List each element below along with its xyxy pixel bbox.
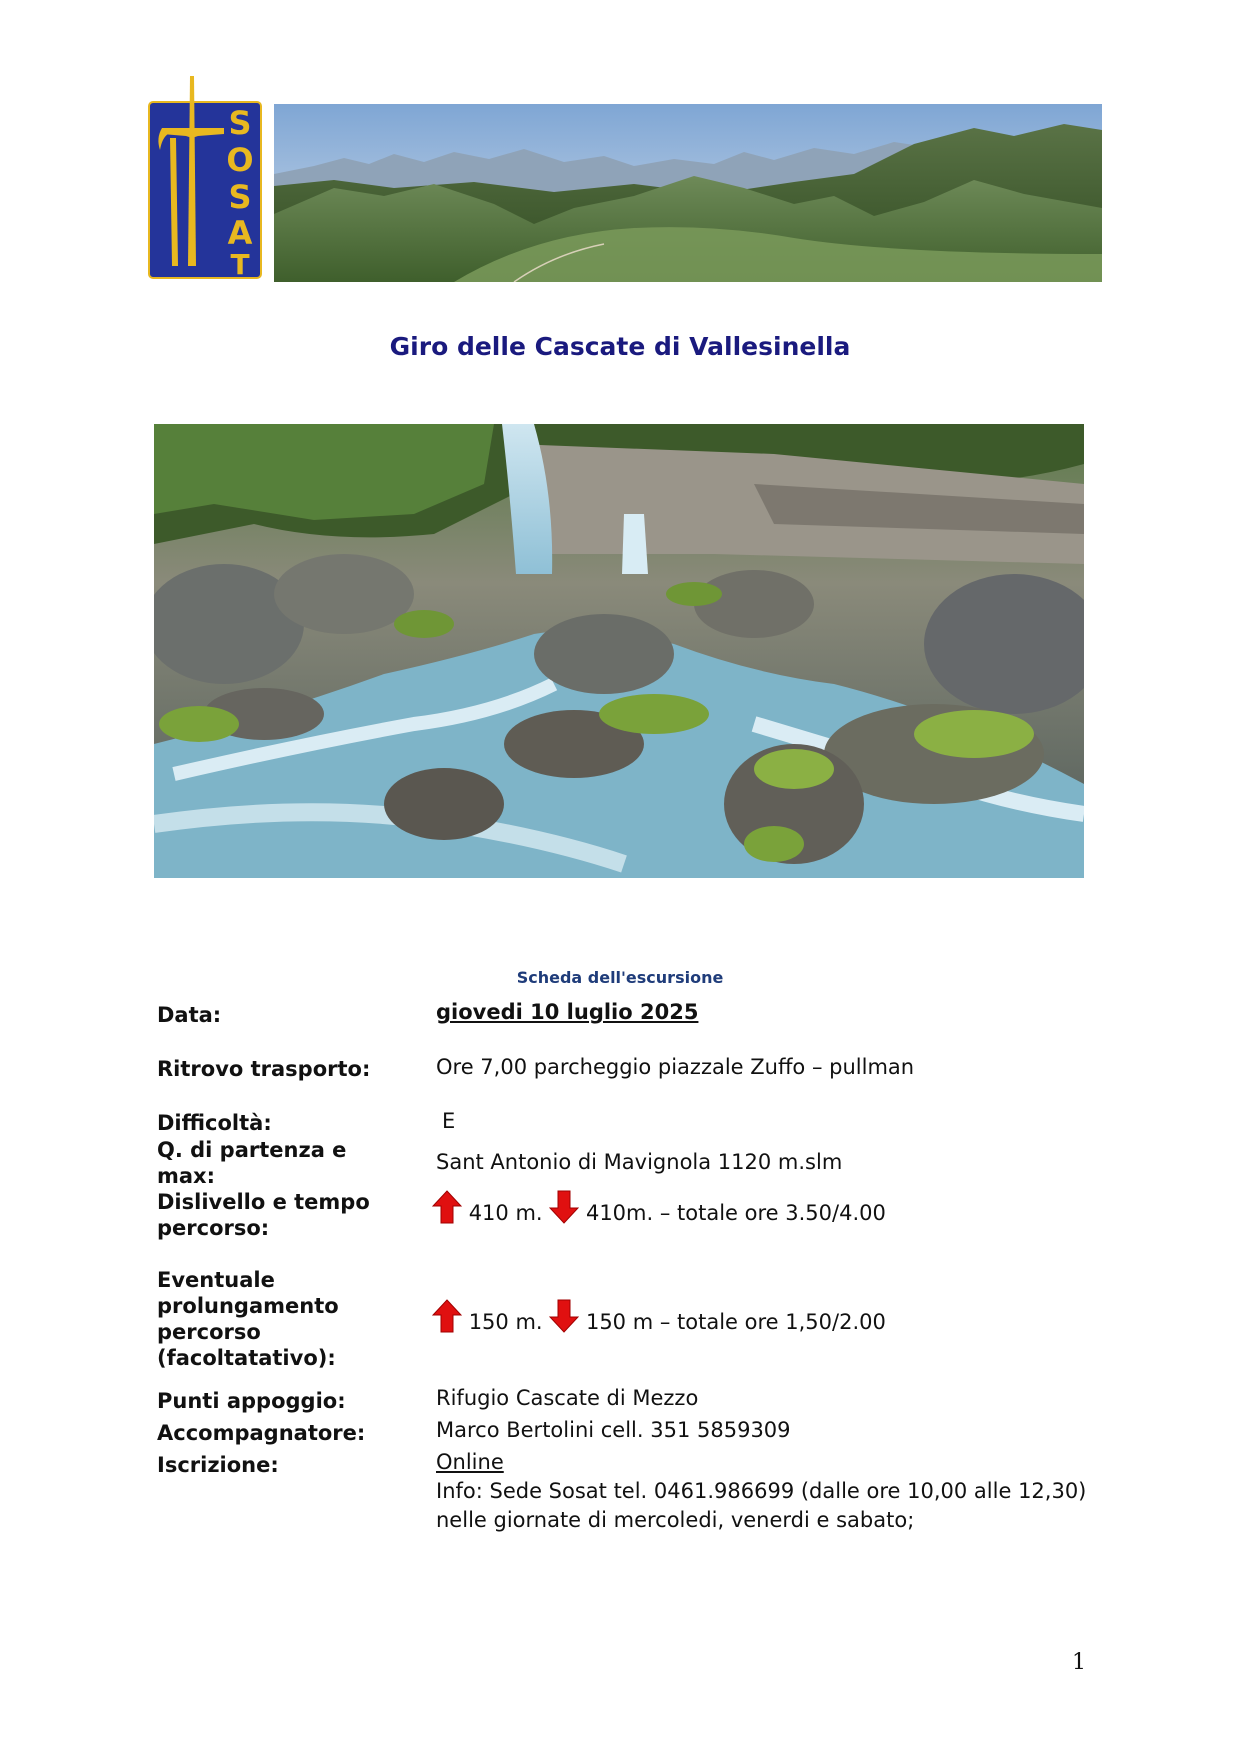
online-link[interactable]: Online bbox=[436, 1450, 504, 1474]
label-punti: Punti appoggio: bbox=[157, 1389, 346, 1413]
label-dislivello-line2: percorso: bbox=[157, 1216, 270, 1240]
value-data: giovedi 10 luglio 2025 bbox=[436, 1000, 699, 1024]
value-ritrovo: Ore 7,00 parcheggio piazzale Zuffo – pullman bbox=[436, 1055, 915, 1079]
label-prolungamento bbox=[157, 1267, 339, 1371]
label-quota-line1: Q. di partenza e bbox=[157, 1138, 347, 1162]
label-prolungamento-line1: Eventuale bbox=[157, 1268, 275, 1292]
iscrizione-info-line2: nelle giornate di mercoledi, venerdi e sabato; bbox=[436, 1508, 915, 1532]
value-quota: Sant Antonio di Mavignola 1120 m.slm bbox=[436, 1150, 843, 1174]
label-quota bbox=[157, 1137, 346, 1189]
label-accompagnatore: Accompagnatore: bbox=[157, 1421, 366, 1445]
label-ritrovo: Ritrovo trasporto: bbox=[157, 1057, 371, 1081]
mountain-banner-image bbox=[274, 104, 1102, 282]
label-prolungamento-line2: prolungamento bbox=[157, 1294, 339, 1318]
value-accompagnatore: Marco Bertolini cell. 351 5859309 bbox=[436, 1418, 791, 1442]
label-prolungamento-line3: percorso bbox=[157, 1320, 261, 1344]
svg-text:S: S bbox=[228, 104, 252, 142]
prolungamento-up-value: 150 m. bbox=[468, 1310, 543, 1334]
arrow-down-icon bbox=[549, 1190, 579, 1224]
svg-text:T: T bbox=[230, 248, 250, 280]
arrow-up-icon bbox=[432, 1299, 462, 1333]
svg-text:O: O bbox=[226, 141, 254, 179]
label-iscrizione: Iscrizione: bbox=[157, 1453, 279, 1477]
label-dislivello bbox=[157, 1189, 370, 1241]
page-title: Giro delle Cascate di Vallesinella bbox=[389, 332, 851, 361]
sosat-logo bbox=[148, 76, 263, 280]
waterfall-photo bbox=[154, 424, 1084, 878]
label-quota-line2: max: bbox=[157, 1164, 215, 1188]
label-dislivello-line1: Dislivello e tempo bbox=[157, 1190, 370, 1214]
iscrizione-info-line1: Info: Sede Sosat tel. 0461.986699 (dalle ore 10,00 alle 12,30) bbox=[436, 1479, 1087, 1503]
svg-text:A: A bbox=[227, 214, 253, 252]
value-punti: Rifugio Cascate di Mezzo bbox=[436, 1386, 699, 1410]
value-iscrizione bbox=[436, 1448, 1086, 1535]
page-number: 1 bbox=[1072, 1650, 1086, 1675]
value-prolungamento bbox=[432, 1299, 886, 1337]
dislivello-up-value: 410 m. bbox=[468, 1201, 543, 1225]
label-data: Data: bbox=[157, 1003, 222, 1027]
value-difficolta: E bbox=[442, 1109, 456, 1133]
prolungamento-down-value: 150 m – totale ore 1,50/2.00 bbox=[585, 1310, 886, 1334]
dislivello-down-value: 410m. – totale ore 3.50/4.00 bbox=[585, 1201, 886, 1225]
label-prolungamento-line4: (facoltatativo): bbox=[157, 1346, 336, 1370]
arrow-up-icon bbox=[432, 1190, 462, 1224]
svg-text:S: S bbox=[228, 178, 252, 216]
arrow-down-icon bbox=[549, 1299, 579, 1333]
label-difficolta: Difficoltà: bbox=[157, 1111, 272, 1135]
section-heading: Scheda dell'escursione bbox=[516, 968, 724, 987]
value-dislivello bbox=[432, 1190, 886, 1228]
